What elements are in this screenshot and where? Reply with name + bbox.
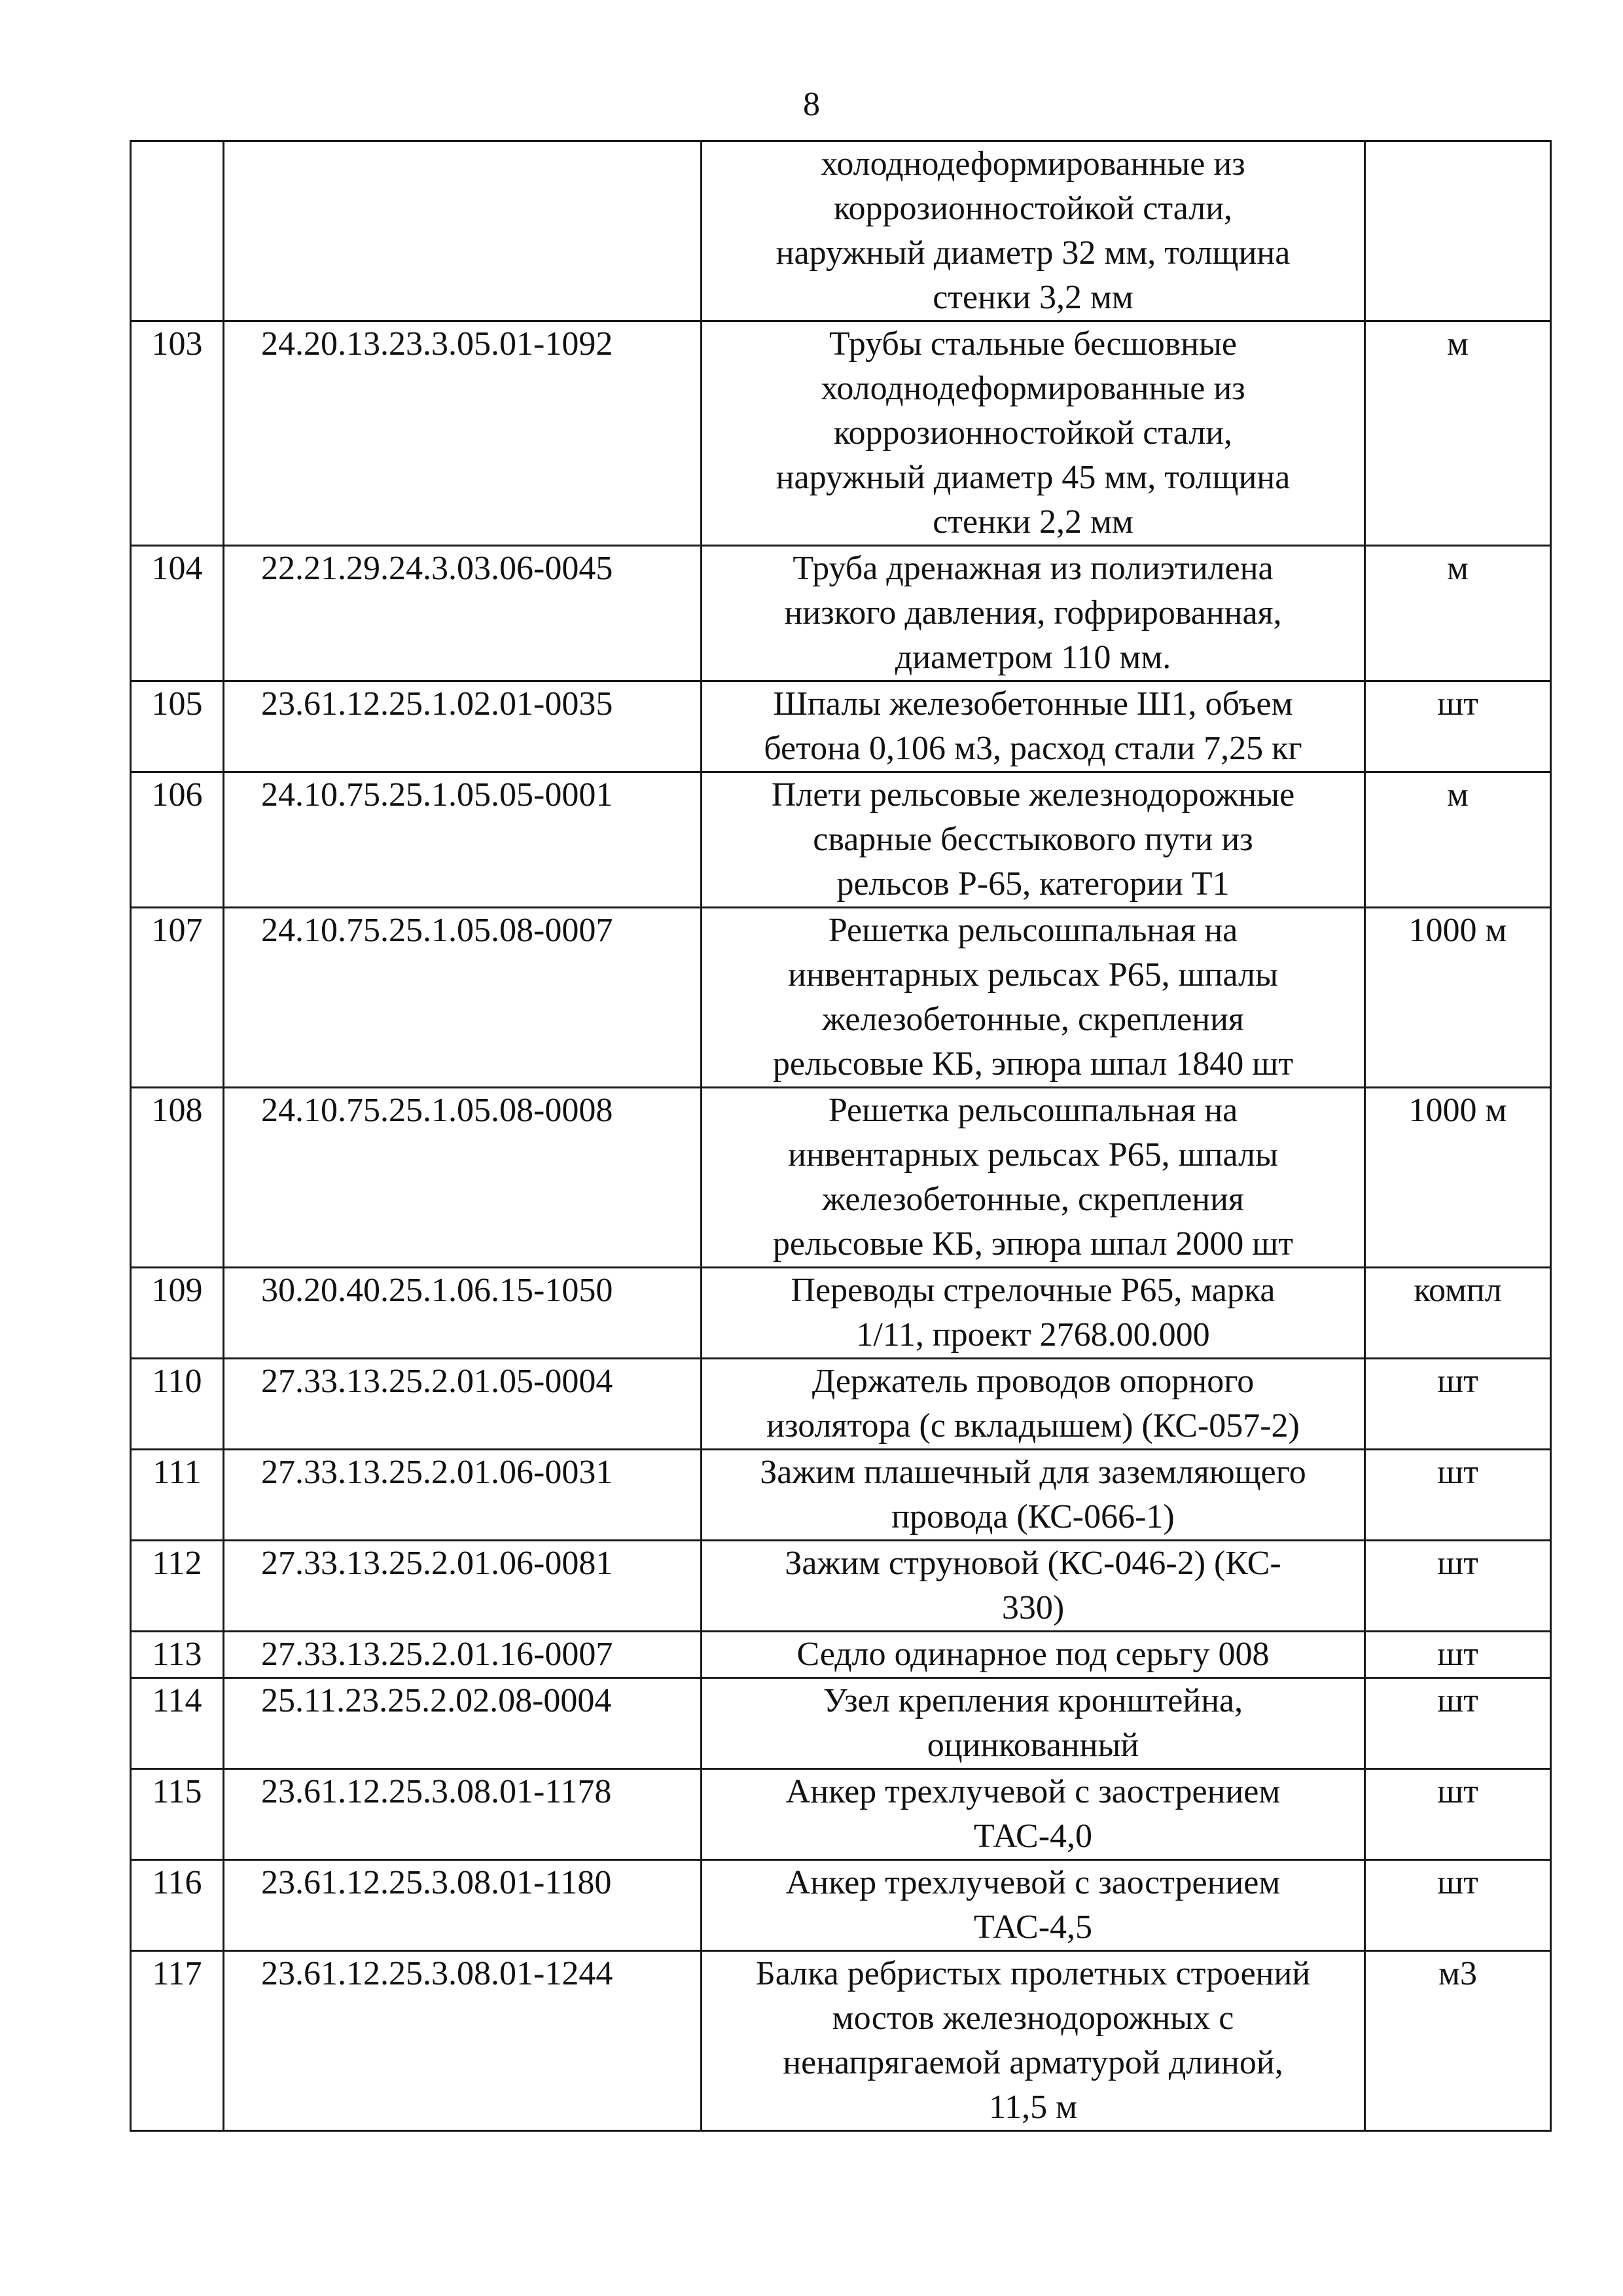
resource-code: 22.21.29.24.3.03.06-0045	[224, 546, 702, 681]
table-row	[131, 1088, 1551, 1268]
table-row	[131, 1860, 1551, 1951]
resource-code: 27.33.13.25.2.01.05-0004	[224, 1359, 702, 1450]
resource-name	[702, 1860, 1365, 1951]
unit-of-measure: шт	[1365, 1860, 1551, 1951]
resource-code	[224, 141, 702, 321]
page-number: 8	[803, 86, 820, 123]
resource-name-line: диаметром 110 мм.	[895, 639, 1171, 676]
resource-name-line: Зажим струновой (КС-046-2) (КС-	[785, 1545, 1281, 1582]
materials-table	[130, 140, 1552, 2132]
row-number: 103	[131, 321, 224, 546]
resource-name-line: Анкер трехлучевой с заострением	[785, 1864, 1281, 1901]
resource-name-line: холоднодеформированные из	[821, 145, 1245, 183]
table-row	[131, 1359, 1551, 1450]
resource-code: 23.61.12.25.3.08.01-1180	[224, 1860, 702, 1951]
resource-name-line: Трубы стальные бесшовные	[829, 325, 1237, 363]
table-row	[131, 908, 1551, 1088]
resource-name-line: 330)	[1001, 1589, 1065, 1626]
resource-name-line: железобетонные, скрепления	[822, 1181, 1244, 1218]
resource-name-line: Шпалы железобетонные Ш1, объем	[773, 685, 1293, 723]
unit-of-measure: м	[1365, 772, 1551, 908]
resource-code: 24.20.13.23.3.05.01-1092	[224, 321, 702, 546]
table-row	[131, 141, 1551, 321]
resource-name-line: ненапрягаемой арматурой длиной,	[783, 2044, 1283, 2081]
unit-of-measure: шт	[1365, 1769, 1551, 1860]
resource-name-line: оцинкованный	[927, 1727, 1139, 1764]
resource-code: 27.33.13.25.2.01.16-0007	[224, 1632, 702, 1678]
row-number: 113	[131, 1632, 224, 1678]
resource-name-line: Труба дренажная из полиэтилена	[793, 550, 1274, 587]
row-number: 106	[131, 772, 224, 908]
resource-name-line: коррозионностойкой стали,	[833, 414, 1233, 452]
resource-name-line: Зажим плашечный для заземляющего	[760, 1454, 1306, 1491]
resource-code: 24.10.75.25.1.05.08-0007	[224, 908, 702, 1088]
table-row	[131, 1450, 1551, 1541]
unit-of-measure: 1000 м	[1365, 908, 1551, 1088]
unit-of-measure: 1000 м	[1365, 1088, 1551, 1268]
resource-code: 23.61.12.25.3.08.01-1244	[224, 1951, 702, 2131]
resource-name-line: наружный диаметр 32 мм, толщина	[776, 234, 1291, 272]
resource-name-line: сварные бесстыкового пути из	[813, 821, 1253, 858]
resource-code: 23.61.12.25.3.08.01-1178	[224, 1769, 702, 1860]
table-row	[131, 681, 1551, 772]
resource-name-line: инвентарных рельсах Р65, шпалы	[788, 1136, 1278, 1174]
table-row	[131, 1541, 1551, 1632]
resource-name-line: Решетка рельсошпальная на	[828, 912, 1238, 949]
row-number: 111	[131, 1450, 224, 1541]
resource-name	[702, 1359, 1365, 1450]
resource-code: 24.10.75.25.1.05.08-0008	[224, 1088, 702, 1268]
table-body	[131, 141, 1551, 2131]
row-number: 110	[131, 1359, 224, 1450]
resource-name-line: Держатель проводов опорного	[812, 1363, 1255, 1400]
resource-name-line: низкого давления, гофрированная,	[784, 594, 1282, 632]
resource-name-line: бетона 0,106 м3, расход стали 7,25 кг	[764, 730, 1302, 767]
resource-code: 23.61.12.25.1.02.01-0035	[224, 681, 702, 772]
resource-name	[702, 1450, 1365, 1541]
row-number: 114	[131, 1678, 224, 1769]
resource-name-line: рельсовые КБ, эпюра шпал 2000 шт	[772, 1225, 1294, 1263]
row-number	[131, 141, 224, 321]
unit-of-measure: шт	[1365, 681, 1551, 772]
unit-of-measure: м3	[1365, 1951, 1551, 2131]
resource-name-line: Решетка рельсошпальная на	[828, 1092, 1238, 1129]
unit-of-measure: шт	[1365, 1359, 1551, 1450]
resource-code: 27.33.13.25.2.01.06-0081	[224, 1541, 702, 1632]
resource-name	[702, 1769, 1365, 1860]
resource-name-line: железобетонные, скрепления	[822, 1001, 1244, 1038]
unit-of-measure: м	[1365, 546, 1551, 681]
table-row	[131, 1678, 1551, 1769]
resource-name-line: холоднодеформированные из	[821, 370, 1245, 407]
row-number: 115	[131, 1769, 224, 1860]
resource-code: 24.10.75.25.1.05.05-0001	[224, 772, 702, 908]
resource-name-line: изолятора (с вкладышем) (КС-057-2)	[766, 1407, 1300, 1444]
unit-of-measure: шт	[1365, 1632, 1551, 1678]
resource-name-line: рельсов Р-65, категории Т1	[836, 865, 1230, 903]
resource-code: 27.33.13.25.2.01.06-0031	[224, 1450, 702, 1541]
resource-name	[702, 908, 1365, 1088]
table-row	[131, 1268, 1551, 1359]
row-number: 117	[131, 1951, 224, 2131]
row-number: 105	[131, 681, 224, 772]
row-number: 108	[131, 1088, 224, 1268]
row-number: 104	[131, 546, 224, 681]
resource-name-line: Седло одинарное под серьгу 008	[796, 1636, 1270, 1673]
table-row	[131, 546, 1551, 681]
row-number: 116	[131, 1860, 224, 1951]
unit-of-measure: шт	[1365, 1450, 1551, 1541]
resource-code: 25.11.23.25.2.02.08-0004	[224, 1678, 702, 1769]
unit-of-measure: компл	[1365, 1268, 1551, 1359]
resource-name-line: Плети рельсовые железнодорожные	[771, 776, 1295, 814]
resource-name-line: ТАС-4,5	[973, 1909, 1093, 1946]
resource-name-line: инвентарных рельсах Р65, шпалы	[788, 956, 1278, 994]
resource-name	[702, 772, 1365, 908]
resource-name-line: Анкер трехлучевой с заострением	[785, 1773, 1281, 1810]
row-number: 112	[131, 1541, 224, 1632]
resource-name-line: ТАС-4,0	[973, 1818, 1093, 1855]
resource-name-line: рельсовые КБ, эпюра шпал 1840 шт	[772, 1045, 1294, 1083]
unit-of-measure: шт	[1365, 1678, 1551, 1769]
resource-name	[702, 141, 1365, 321]
resource-name-line: Переводы стрелочные Р65, марка	[791, 1272, 1275, 1309]
resource-name	[702, 1632, 1365, 1678]
table-row	[131, 321, 1551, 546]
row-number: 109	[131, 1268, 224, 1359]
resource-name-line: коррозионностойкой стали,	[833, 190, 1233, 227]
resource-name-line: наружный диаметр 45 мм, толщина	[776, 459, 1291, 496]
resource-name-line: стенки 3,2 мм	[933, 279, 1133, 316]
table-row	[131, 1769, 1551, 1860]
resource-name-line: 11,5 м	[989, 2089, 1077, 2126]
resource-name-line: Узел крепления кронштейна,	[823, 1682, 1243, 1719]
resource-name	[702, 1678, 1365, 1769]
resource-name	[702, 681, 1365, 772]
resource-code: 30.20.40.25.1.06.15-1050	[224, 1268, 702, 1359]
resource-name	[702, 1951, 1365, 2131]
resource-name	[702, 1541, 1365, 1632]
unit-of-measure: шт	[1365, 1541, 1551, 1632]
resource-name-line: стенки 2,2 мм	[933, 503, 1133, 541]
resource-name	[702, 1268, 1365, 1359]
row-number: 107	[131, 908, 224, 1088]
resource-name-line: провода (КС-066-1)	[891, 1498, 1175, 1535]
resource-name	[702, 1088, 1365, 1268]
unit-of-measure	[1365, 141, 1551, 321]
resource-name	[702, 321, 1365, 546]
resource-name-line: Балка ребристых пролетных строений	[755, 1955, 1311, 1992]
table-row	[131, 1632, 1551, 1678]
unit-of-measure: м	[1365, 321, 1551, 546]
resource-name-line: 1/11, проект 2768.00.000	[856, 1316, 1210, 1354]
resource-name-line: мостов железнодорожных с	[832, 2000, 1234, 2037]
table-row	[131, 1951, 1551, 2131]
resource-name	[702, 546, 1365, 681]
table-row	[131, 772, 1551, 908]
